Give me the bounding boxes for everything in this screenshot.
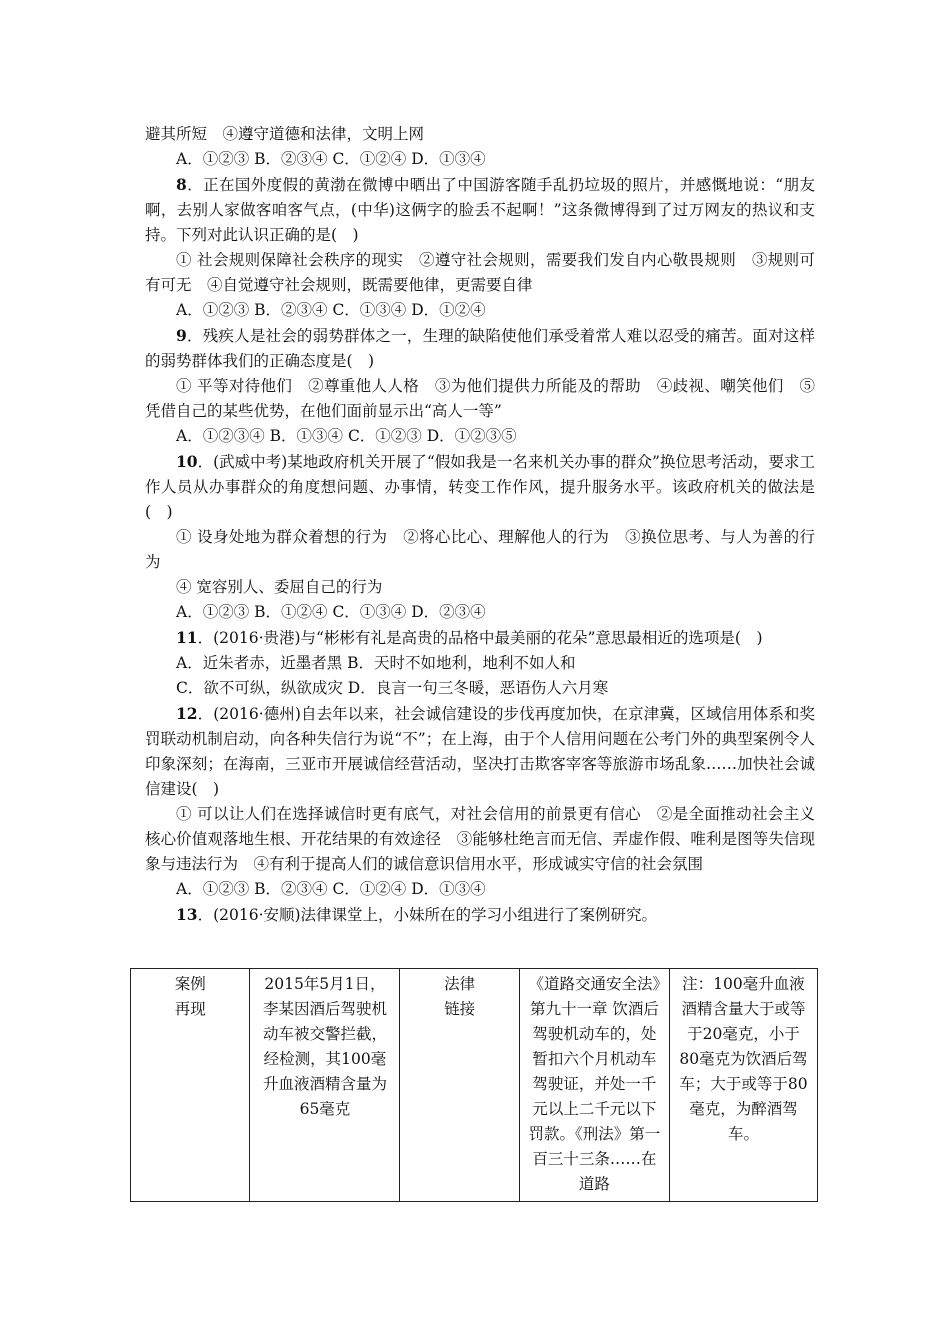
question-body — [145, 122, 815, 928]
case-table — [130, 968, 818, 1202]
q9-items: ① 平等对待他们 ②尊重他人人格 ③为他们提供力所能及的帮助 ④歧视、嘲笑他们 ⑤凭借自己的某些优势，在他们面前显示出“高人一等” — [145, 377, 815, 420]
q10-items: ① 设身处地为群众着想的行为 ②将心比心、理解他人的行为 ③换位思考、与人为善的行为 — [145, 528, 815, 571]
q8-answers: A．①②③ B．②③④ C．①③④ D．①②④ — [176, 301, 486, 319]
q12-answers: A．①②③ B．②③④ C．①②④ D．①③④ — [176, 880, 486, 898]
q8-number: 8 — [176, 175, 187, 194]
q7-answers: A．①②③ B．②③④ C．①②④ D．①③④ — [176, 150, 486, 168]
q7-continuation: 避其所短 ④遵守道德和法律，文明上网 — [145, 125, 425, 143]
law-content: 《道路交通安全法》第九十一章 饮酒后驾驶机动车的，处暂扣六个月机动车驾驶证，并处一千元以上二千元以下罚款。《刑法》第一百三十三条……在道路 — [528, 975, 661, 1193]
q11-stem-text: ．(2016·贵港)与“彬彬有礼是高贵的品格中最美丽的花朵”意思最相近的选项是( ) — [197, 629, 763, 647]
q10-answers: A．①②③ B．①②④ C．①③④ D．②③④ — [176, 603, 486, 621]
case-content-cell — [250, 969, 400, 1202]
q13-stem-text: ．(2016·安顺)法律课堂上，小妹所在的学习小组进行了案例研究。 — [197, 906, 658, 924]
note-cell — [669, 969, 817, 1202]
q13-stem — [145, 902, 815, 928]
table-row — [131, 969, 818, 1202]
note-content: 注：100毫升血液酒精含量大于或等于20毫克，小于80毫克为饮酒后驾车；大于或等于80毫克，为醉酒驾车。 — [679, 975, 808, 1143]
q10-stem-text: ．(武威中考)某地政府机关开展了“假如我是一名来机关办事的群众”换位思考活动，要求工作人员从办事群众的角度想问题、办事情，转变工作作风，提升服务水平。该政府机关的做法是( ) — [145, 453, 815, 521]
case-content: 2015年5月1日，李某因酒后驾驶机动车被交警拦截，经检测，其100毫升血液酒精含量为65毫克 — [262, 975, 387, 1118]
q9-stem-text: ．残疾人是社会的弱势群体之一，生理的缺陷使他们承受着常人难以忍受的痛苦。面对这样的弱势群体我们的正确态度是( ) — [145, 327, 815, 370]
q11-stem — [145, 625, 815, 651]
q9-number: 9 — [176, 326, 187, 345]
q12-stem — [145, 701, 815, 802]
q8-stem-text: ．正在国外度假的黄渤在微博中晒出了中国游客随手乱扔垃圾的照片，并感慨地说：“朋友啊，去别人家做客咱客气点，(中华)这俩字的脸丢不起啊！”这条微博得到了过万网友的热议和支持。下列对此认识正确的是( ) — [145, 176, 815, 244]
law-label-cell — [400, 969, 519, 1202]
q11-options-line-2: C．欲不可纵，纵欲成灾 D．良言一句三冬暖，恶语伤人六月寒 — [176, 679, 609, 697]
q8-items: ① 社会规则保障社会秩序的现实 ②遵守社会规则，需要我们发自内心敬畏规则 ③规则可有可无 ④自觉遵守社会规则，既需要他律，更需要自律 — [145, 251, 815, 294]
q10-stem — [145, 449, 815, 525]
law-label: 法律 链接 — [444, 975, 476, 1018]
q9-stem — [145, 323, 815, 374]
case-label-cell — [131, 969, 250, 1202]
law-content-cell — [519, 969, 669, 1202]
q9-answers: A．①②③④ B．①③④ C．①②③ D．①②③⑤ — [176, 427, 517, 445]
q11-number: 11 — [176, 628, 198, 647]
q10-items-2: ④ 宽容别人、委屈自己的行为 — [176, 578, 383, 596]
q13-number: 13 — [176, 905, 198, 924]
q12-items: ① 可以让人们在选择诚信时更有底气，对社会信用的前景更有信心 ②是全面推动社会主义核心价值观落地生根、开花结果的有效途径 ③能够杜绝言而无信、弄虚作假、唯利是图等失信现象与违法行为 ④有利于提高人们的诚信意识信用水平，形成诚实守信的社会氛围 — [145, 805, 815, 873]
q8-stem — [145, 172, 815, 248]
q12-number: 12 — [176, 704, 198, 723]
case-label: 案例 再现 — [174, 975, 206, 1018]
q10-number: 10 — [176, 452, 198, 471]
q12-stem-text: ．(2016·德州)自去年以来，社会诚信建设的步伐再度加快，在京津冀，区域信用体系和奖罚联动机制启动，向各种失信行为说“不”；在上海，由于个人信用问题在公考门外的典型案例令人印象深刻；在海南，三亚市开展诚信经营活动，坚决打击欺客宰客等旅游市场乱象……加快社会诚信建设( ) — [145, 705, 815, 798]
q11-options-line-1: A．近朱者赤，近墨者黑 B．天时不如地利，地利不如人和 — [176, 654, 576, 672]
